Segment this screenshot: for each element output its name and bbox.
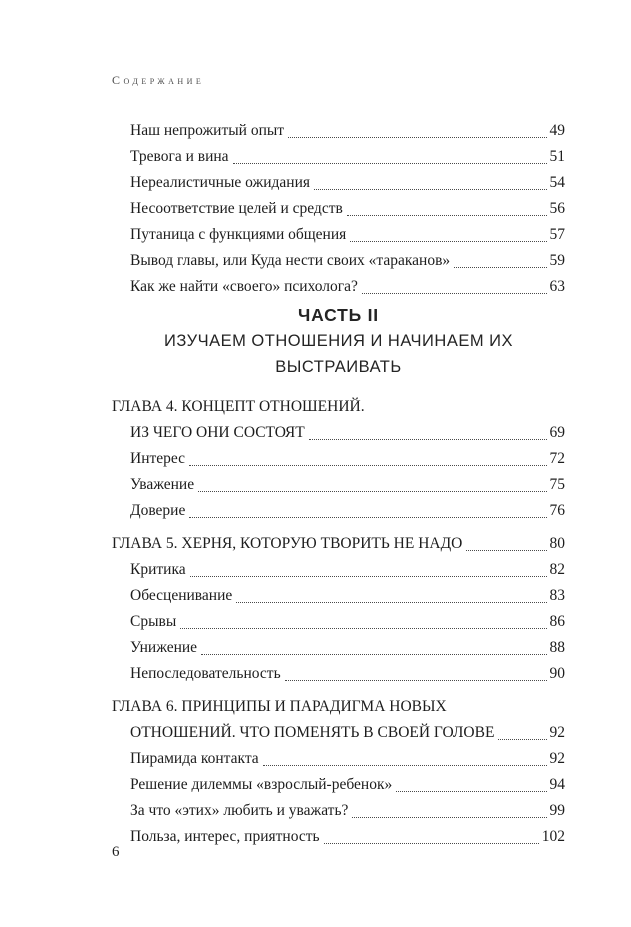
toc-entry-label: Унижение (130, 639, 198, 656)
toc-entry-page: 75 (549, 476, 565, 493)
leader-dots (263, 765, 547, 766)
chapter-title (112, 694, 565, 720)
toc-entry (112, 661, 565, 687)
leader-dots (454, 267, 546, 268)
toc-entry-label: Пирамида контакта (130, 750, 259, 767)
toc-entry (112, 609, 565, 635)
chapter-title (112, 420, 565, 446)
toc-entry-label: Наш непрожитый опыт (130, 122, 285, 139)
toc-entry (112, 635, 565, 661)
leader-dots (285, 680, 547, 681)
leader-dots (350, 241, 546, 242)
leader-dots (201, 654, 546, 655)
leader-dots (314, 189, 547, 190)
leader-dots (347, 215, 547, 216)
toc-section (112, 118, 565, 300)
toc-entry-label: Критика (130, 561, 186, 578)
toc-entry-page: 90 (549, 665, 565, 682)
toc-entry-page: 56 (549, 200, 565, 217)
toc-entry-label: Тревога и вина (130, 148, 229, 165)
part-kicker: ЧАСТЬ II (298, 305, 379, 325)
toc-entry (112, 498, 565, 524)
part-title-line: ИЗУЧАЕМ ОТНОШЕНИЯ И НАЧИНАЕМ ИХ (163, 332, 514, 350)
toc-entry (112, 772, 565, 798)
leader-dots (352, 817, 546, 818)
chapter-title-label: ГЛАВА 6. ПРИНЦИПЫ И ПАРАДИГМА НОВЫХ (112, 698, 447, 715)
chapter-block (112, 531, 565, 687)
toc-entry (112, 144, 565, 170)
chapter-title-page: 69 (549, 424, 565, 441)
toc-entry-label: Интерес (130, 450, 186, 467)
leader-dots (198, 491, 546, 492)
leader-dots (236, 602, 546, 603)
toc-entry (112, 824, 565, 850)
leader-dots (189, 465, 546, 466)
page-number: 6 (112, 844, 120, 860)
leader-dots (189, 517, 546, 518)
toc-entry (112, 196, 565, 222)
toc-entry (112, 446, 565, 472)
leader-dots (324, 843, 539, 844)
chapter-title (112, 720, 565, 746)
toc-entry-page: 82 (549, 561, 565, 578)
toc-entry (112, 583, 565, 609)
toc-entry-label: Непоследовательность (130, 665, 281, 682)
toc-entry-page: 76 (549, 502, 565, 519)
leader-dots (233, 163, 547, 164)
leader-dots (190, 576, 547, 577)
chapter-title (112, 531, 565, 557)
toc-entry-page: 94 (549, 776, 565, 793)
toc-entry-page: 99 (549, 802, 565, 819)
toc-entry (112, 798, 565, 824)
leader-dots (498, 739, 546, 740)
chapter-title-page: 80 (549, 535, 565, 552)
leader-dots (180, 628, 546, 629)
toc-entry (112, 248, 565, 274)
toc-entry-label: Польза, интерес, приятность (130, 828, 320, 845)
toc-entry-label: Обесценивание (130, 587, 233, 604)
toc-entry-page: 57 (549, 226, 565, 243)
toc-entry (112, 274, 565, 300)
toc-entry-page: 86 (549, 613, 565, 630)
chapter-block (112, 694, 565, 850)
toc-entry-label: Несоответствие целей и средств (130, 200, 343, 217)
toc-entry-page: 92 (549, 750, 565, 767)
chapter-title-label: ГЛАВА 4. КОНЦЕПТ ОТНОШЕНИЙ. (112, 398, 365, 415)
chapter-block (112, 394, 565, 524)
toc-entry (112, 557, 565, 583)
toc-entry-page: 51 (549, 148, 565, 165)
toc-entry-page: 83 (549, 587, 565, 604)
leader-dots (288, 137, 546, 138)
toc-entry-label: За что «этих» любить и уважать? (130, 802, 349, 819)
toc-entry-label: Доверие (130, 502, 186, 519)
toc-entry (112, 170, 565, 196)
toc-entry-label: Путаница с функциями общения (130, 226, 347, 243)
toc-entry-page: 72 (549, 450, 565, 467)
toc-entry-label: Нереалистичные ожидания (130, 174, 310, 191)
part-title-line: ВЫСТРАИВАТЬ (275, 358, 402, 376)
toc-entry-page: 54 (549, 174, 565, 191)
toc-entry-page: 59 (549, 252, 565, 269)
chapter-title-page: 92 (549, 724, 565, 741)
leader-dots (309, 439, 547, 440)
leader-dots (466, 550, 546, 551)
chapter-title-label: ГЛАВА 5. ХЕРНЯ, КОТОРУЮ ТВОРИТЬ НЕ НАДО (112, 535, 463, 552)
toc-entry-page: 88 (549, 639, 565, 656)
toc-entry-page: 102 (541, 828, 565, 845)
toc-entry-label: Как же найти «своего» психолога? (130, 278, 358, 295)
part-heading (112, 302, 565, 380)
toc-entry (112, 472, 565, 498)
toc-entry (112, 222, 565, 248)
toc-entry-label: Вывод главы, или Куда нести своих «тараканов» (130, 252, 451, 269)
chapter-title-label: ОТНОШЕНИЙ. ЧТО ПОМЕНЯТЬ В СВОЕЙ ГОЛОВЕ (130, 724, 495, 741)
toc-entry (112, 118, 565, 144)
toc-chapters (112, 394, 565, 850)
leader-dots (396, 791, 546, 792)
chapter-title (112, 394, 565, 420)
toc-entry (112, 746, 565, 772)
running-header: Содержание (112, 73, 205, 87)
chapter-title-label: ИЗ ЧЕГО ОНИ СОСТОЯТ (130, 424, 305, 441)
leader-dots (362, 293, 547, 294)
toc-entry-page: 49 (549, 122, 565, 139)
toc-entry-label: Срывы (130, 613, 177, 630)
toc-entry-label: Уважение (130, 476, 195, 493)
toc-entry-label: Решение дилеммы «взрослый-ребенок» (130, 776, 393, 793)
toc-entry-page: 63 (549, 278, 565, 295)
